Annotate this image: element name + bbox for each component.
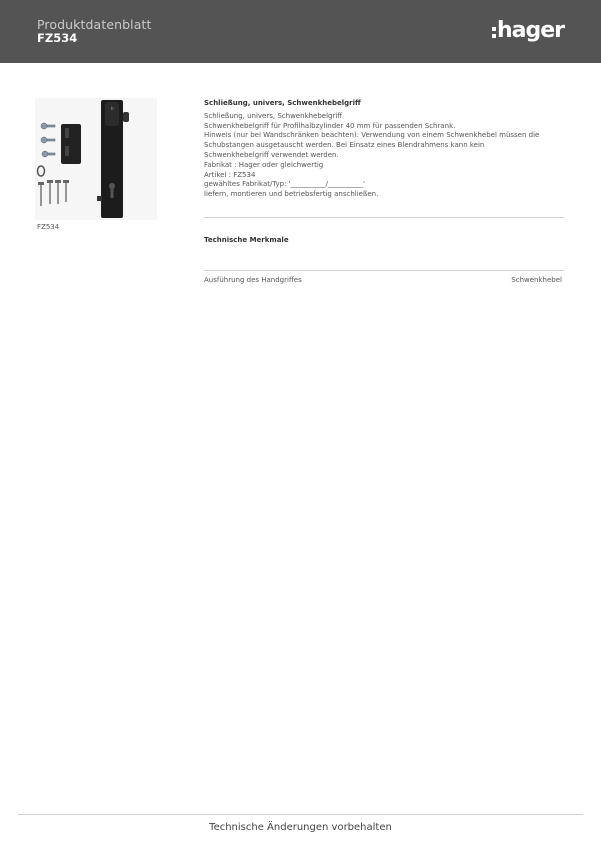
- description-line: Schwenkhebelgriff verwendet werden.: [204, 150, 339, 159]
- description-line: Artikel : FZ534: [204, 170, 256, 179]
- page-header: [0, 0, 601, 63]
- footer-note: Technische Änderungen vorbehalten: [209, 822, 392, 833]
- section-divider: [204, 217, 564, 218]
- product-heading: Schließung, univers, Schwenkhebelgriff: [204, 99, 361, 107]
- product-description: [204, 99, 564, 200]
- description-line: Hinweis (nur bei Wandschränken beachten): Verwendung von einem Schwenkhebel müssen die: [204, 131, 540, 140]
- logo-dots: [492, 27, 496, 38]
- technical-features-title: Technische Merkmale: [204, 236, 289, 244]
- product-code: FZ534: [37, 31, 78, 45]
- product-illustration: [35, 98, 157, 220]
- description-line: liefern, montieren und betriebsfertig anschließen.: [204, 190, 379, 199]
- description-line: Schließung, univers, Schwenkhebelgriff: [204, 111, 343, 120]
- image-caption: FZ534: [37, 223, 60, 231]
- description-line: Schubstangen ausgetauscht werden. Bei Einsatz eines Blendrahmens kann kein: [204, 141, 485, 150]
- description-line: gewähltes Fabrikat/Typ: '__________/__________': [204, 180, 365, 189]
- product-image: [35, 98, 157, 220]
- description-line: Fabrikat : Hager oder gleichwertig: [204, 160, 324, 169]
- logo-wordmark: hager: [497, 18, 565, 43]
- footer-divider: [18, 814, 583, 815]
- feature-label: Ausführung des Handgriffes: [204, 276, 302, 284]
- document-type-title: Produktdatenblatt: [37, 17, 152, 32]
- section-divider: [204, 270, 564, 271]
- svg-text:h: h: [111, 106, 114, 111]
- description-line: Schwenkhebelgriff für Profilhalbzylinder 40 mm für passenden Schrank.: [204, 121, 456, 130]
- hager-logo: [492, 17, 564, 45]
- feature-value: Schwenkhebel: [511, 276, 562, 284]
